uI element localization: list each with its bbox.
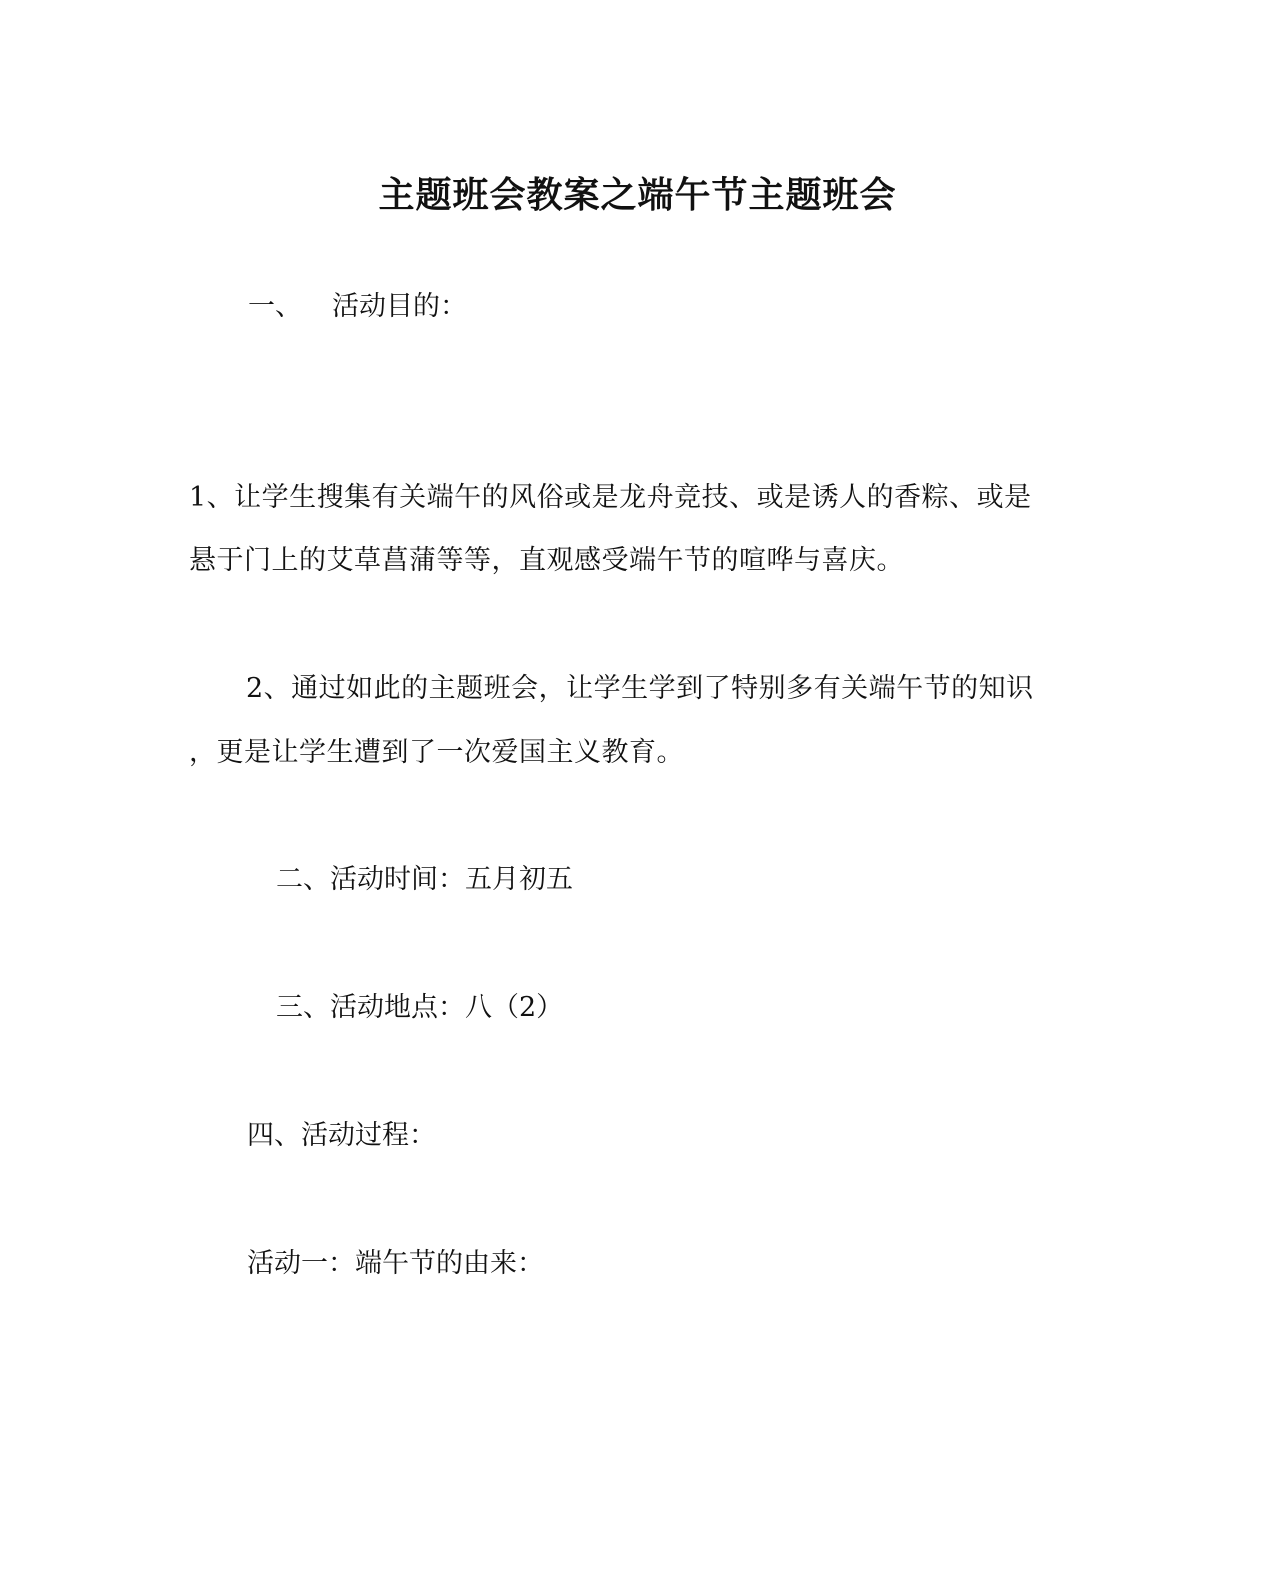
item-1-line-2: 悬于门上的艾草菖蒲等等，直观感受端午节的喧哗与喜庆。 <box>189 545 904 576</box>
section-1-number: 一、 <box>248 291 302 322</box>
section-3-activity-location: 三、活动地点：八（2） <box>276 992 564 1023</box>
section-4-activity-process: 四、活动过程： <box>247 1120 436 1151</box>
section-1-heading: 活动目的： <box>332 291 467 322</box>
item-2-line-2: ，更是让学生遭到了一次爱国主义教育。 <box>189 737 684 768</box>
section-2-activity-time: 二、活动时间：五月初五 <box>276 864 573 895</box>
item-2-line-1: 2、通过如此的主题班会，让学生学到了特别多有关端午节的知识 <box>246 673 1034 704</box>
document-title: 主题班会教案之端午节主题班会 <box>378 174 897 216</box>
item-1-line-1: 1、让学生搜集有关端午的风俗或是龙舟竞技、或是诱人的香粽、或是 <box>189 482 1032 513</box>
activity-1-heading: 活动一：端午节的由来： <box>247 1248 544 1279</box>
